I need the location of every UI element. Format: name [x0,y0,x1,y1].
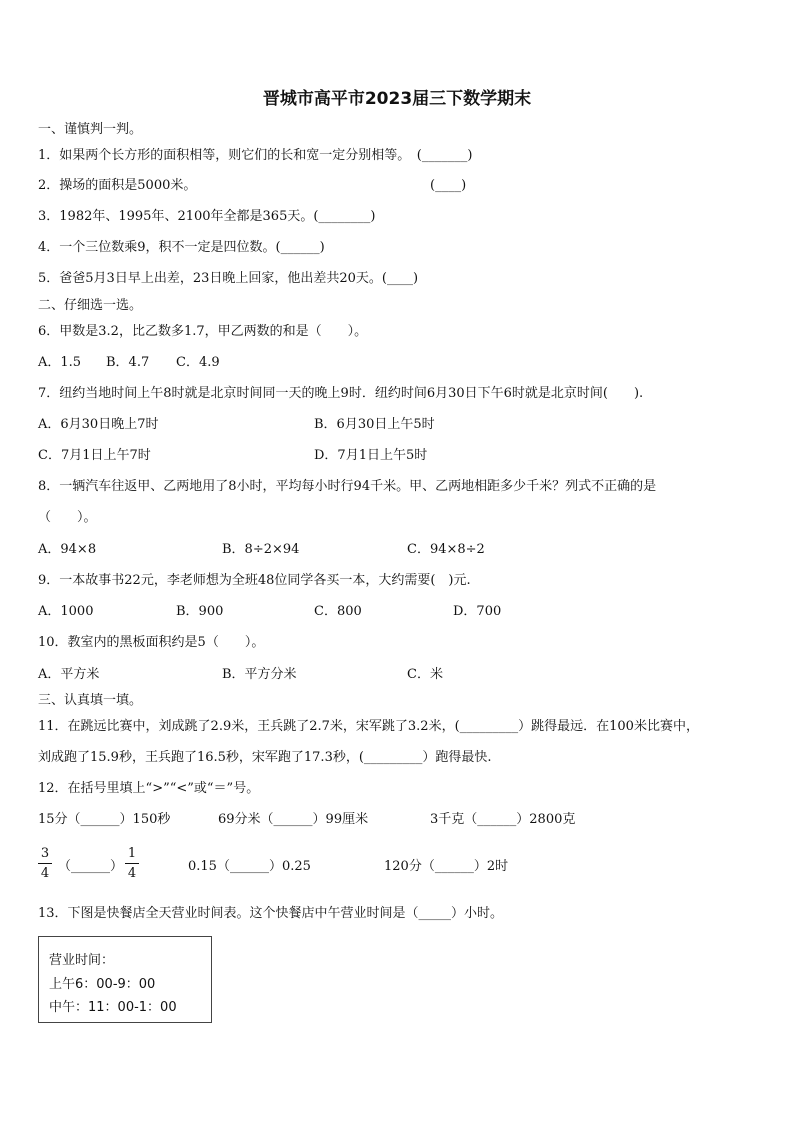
business-hours-noon: 中午：11：00-1：00 [49,1000,177,1015]
q12-item-2: 69分米（______）99厘米 [218,812,369,827]
q9-option-b: B．900 [176,604,224,619]
q12-fraction-left [38,847,52,880]
q12-fraction-right [125,847,139,880]
question-9: 9．一本故事书22元，李老师想为全班48位同学各买一本，大约需要( )元. [38,573,471,588]
q6-option-c: C．4.9 [176,355,220,370]
section-heading-2: 二、仔细选一选。 [38,298,143,313]
q9-option-c: C．800 [314,604,362,619]
q10-option-c: C．米 [407,667,443,682]
q6-option-a: A．1.5 [38,355,82,370]
question-6: 6．甲数是3.2，比乙数多1.7，甲乙两数的和是（ ）。 [38,324,368,339]
question-10: 10．教室内的黑板面积约是5（ ）。 [38,635,265,650]
business-hours-morning: 上午6：00-9：00 [49,977,156,992]
q7-option-a: A．6月30日晚上7时 [38,417,159,432]
question-12: 12．在括号里填上“>”“<”或“＝”号。 [38,781,260,796]
question-8: 8．一辆汽车往返甲、乙两地用了8小时，平均每小时行94千米。甲、乙两地相距多少千米？列式不正确的是 [38,479,657,494]
q12-item-1: 15分（______）150秒 [38,812,171,827]
q12-item-3: 3千克（______）2800克 [430,812,576,827]
question-1: 1．如果两个长方形的面积相等，则它们的长和宽一定分别相等。 (_______) [38,148,473,163]
question-2-blank: (____) [430,178,467,193]
q12-item-5: 0.15（______）0.25 [188,859,311,874]
business-hours-box [38,936,212,1023]
page-title: 晋城市高平市2023届三下数学期末 [262,89,532,109]
q7-option-d: D．7月1日上午5时 [314,448,428,463]
q9-option-a: A．1000 [38,604,94,619]
q8-option-b: B．8÷2×94 [222,542,300,557]
question-4: 4．一个三位数乘9，积不一定是四位数。(______) [38,240,325,255]
q7-option-c: C．7月1日上午7时 [38,448,151,463]
q8-option-a: A．94×8 [38,542,97,557]
q12-fraction-blank: （______） [58,859,124,874]
q10-option-b: B．平方分米 [222,667,297,682]
fraction-numerator: 1 [127,846,137,861]
fraction-denominator: 4 [127,866,137,881]
question-11-line-2: 刘成跑了15.9秒，王兵跑了16.5秒，宋军跑了17.3秒，(_________）跑得最快. [38,750,492,765]
business-hours-heading: 营业时间： [49,953,115,968]
q6-option-b: B．4.7 [106,355,150,370]
q7-option-b: B．6月30日上午5时 [314,417,435,432]
fraction-bar [38,863,52,864]
question-2: 2．操场的面积是5000米。 [38,178,197,193]
question-11-line-1: 11．在跳远比赛中，刘成跳了2.9米，王兵跳了2.7米，宋军跳了3.2米，(_________）跳得最远．在100米比赛中， [38,719,699,734]
q8-option-c: C．94×8÷2 [407,542,485,557]
fraction-denominator: 4 [40,866,50,881]
fraction-bar [125,863,139,864]
question-5: 5．爸爸5月3日早上出差，23日晚上回家，他出差共20天。(____) [38,271,419,286]
q9-option-d: D．700 [453,604,502,619]
section-heading-3: 三、认真填一填。 [38,693,143,708]
section-heading-1: 一、谨慎判一判。 [38,122,143,137]
q10-option-a: A．平方米 [38,667,100,682]
question-8-blank: （ ）。 [38,510,97,525]
question-3: 3．1982年、1995年、2100年全都是365天。(________) [38,209,376,224]
question-7: 7．纽约当地时间上午8时就是北京时间同一天的晚上9时．纽约时间6月30日下午6时就是北京时间( ). [38,386,644,401]
q12-item-6: 120分（______）2时 [384,859,509,874]
question-13: 13．下图是快餐店全天营业时间表。这个快餐店中午营业时间是（_____）小时。 [38,906,504,921]
fraction-numerator: 3 [40,846,50,861]
